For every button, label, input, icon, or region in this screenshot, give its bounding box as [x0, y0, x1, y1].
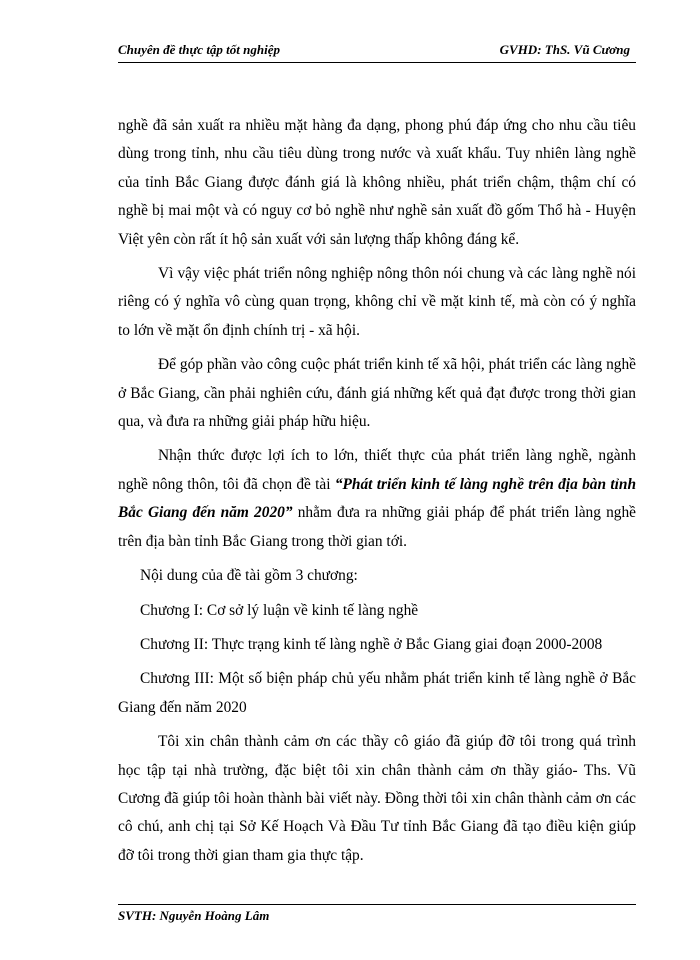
paragraph-intro-continuation: nghề đã sản xuất ra nhiều mặt hàng đa dạng, phong phú đáp ứng cho nhu cầu tiêu dùng trong tỉnh, nhu cầu tiêu dùng trong nước và xuất khẩu. Tuy nhiên làng nghề của tỉnh Bắc Giang được đánh giá là không nhiều, phát triển chậm, thậm chí có nghề bị mai một và có nguy cơ bỏ nghề như nghề sản xuất đồ gốm Thổ hà - Huyện Việt yên còn rất ít hộ sản xuất với sản lượng thấp không đáng kể.: [118, 117, 636, 248]
paragraph-contribution: Để góp phần vào công cuộc phát triển kinh tế xã hội, phát triển các làng nghề ở Bắc Giang, cần phải nghiên cứu, đánh giá những kết quả đạt được trong thời gian qua, và đưa ra những giải pháp hữu hiệu.: [118, 356, 636, 431]
page-footer: [118, 904, 636, 924]
body-text: [118, 112, 636, 870]
paragraph-significance: Vì vậy việc phát triển nông nghiệp nông thôn nói chung và các làng nghề nói riêng có ý nghĩa vô cùng quan trọng, không chỉ về mặt kinh tế, mà còn có ý nghĩa to lớn về mặt ổn định chính trị - xã hội.: [118, 265, 636, 339]
chapter-3-item: Chương III: Một số biện pháp chủ yếu nhằm phát triển kinh tế làng nghề ở Bắc Giang đến năm 2020: [118, 670, 636, 716]
paragraph-topic: [118, 442, 636, 556]
topic-end-text: nhằm đưa ra những giải pháp để phát triển làng nghề trên địa bàn tỉnh Bắc Giang trong thời gian tới.: [118, 504, 637, 550]
footer-author: SVTH: Nguyễn Hoàng Lâm: [118, 908, 270, 923]
header-title: Chuyên đề thực tập tốt nghiệp: [118, 42, 280, 57]
chapter-1-item: Chương I: Cơ sở lý luận về kinh tế làng nghề: [140, 601, 419, 619]
header-advisor: GVHD: ThS. Vũ Cương: [499, 42, 630, 57]
paragraph-contents-intro: Nội dung của đề tài gồm 3 chương:: [140, 567, 358, 585]
topic-intro-text: Nhận thức được lợi ích to lớn, thiết thực của phát triển làng nghề, ngành nghề nông thôn, tôi đã chọn đề tài: [118, 447, 636, 493]
paragraph-acknowledgement: Tôi xin chân thành cảm ơn các thầy cô giáo đã giúp đỡ tôi trong quá trình học tập tại nhà trường, đặc biệt tôi xin chân thành cảm ơn thầy giáo- Ths. Vũ Cương đã giúp tôi hoàn thành bài viết này. Đồng thời tôi xin chân thành cảm ơn các cô chú, anh chị tại Sở Kế Hoạch Và Đầu Tư tỉnh Bắc Giang đã tạo điều kiện giúp đỡ tôi trong thời gian tham gia thực tập.: [118, 733, 636, 864]
page-header: [118, 38, 636, 63]
chapter-2-item: Chương II: Thực trạng kinh tế làng nghề ở Bắc Giang giai đoạn 2000-2008: [140, 635, 603, 653]
topic-title: “Phát triển kinh tế làng nghề trên địa bàn tỉnh Bắc Giang đến năm 2020”: [118, 475, 637, 522]
